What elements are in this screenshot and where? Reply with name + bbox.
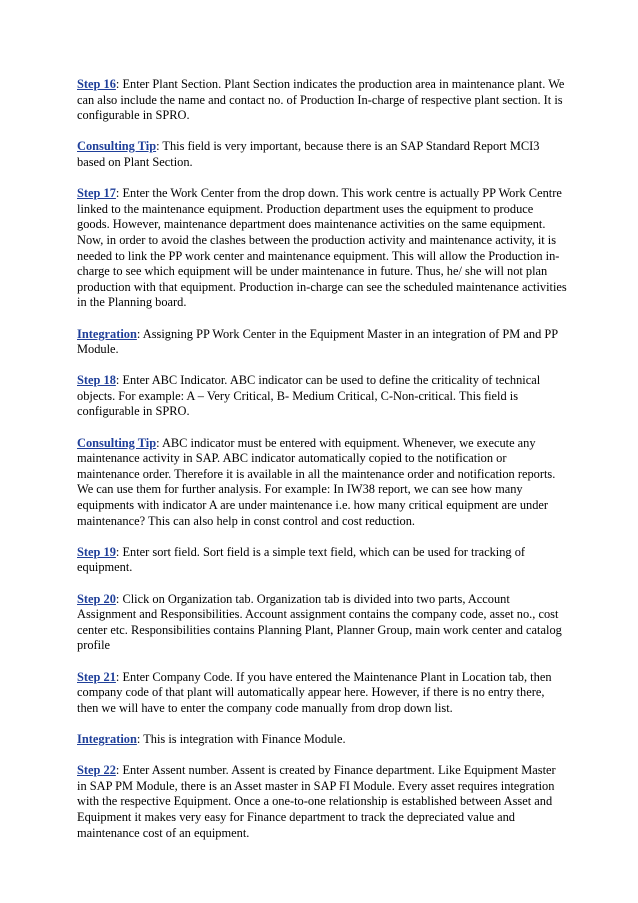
paragraph-step-21: [77, 670, 567, 717]
consulting-tip-1-text: : This field is very important, because there is an SAP Standard Report MCI3 based on Plant Section.: [77, 139, 540, 169]
paragraph-consulting-tip-2: [77, 436, 567, 530]
integration-1-label: Integration: [77, 326, 137, 341]
paragraph-step-20: [77, 592, 567, 654]
step-22-text: : Enter Assent number. Assent is created by Finance department. Like Equipment Master in SAP PM Module, there is an Asset master in SAP FI Module. Every asset requires integration with the respective Equipment. Once a one-to-one relationship is established between Asset and Equipment it makes very easy for Finance department to track the depreciated value and maintenance cost of an equipment.: [77, 763, 556, 840]
step-19-label: Step 19: [77, 544, 116, 559]
integration-2-label: Integration: [77, 731, 137, 746]
paragraph-integration-1: [77, 327, 567, 358]
integration-2-text: : This is integration with Finance Module.: [136, 731, 346, 746]
integration-1-text: : Assigning PP Work Center in the Equipment Master in an integration of PM and PP Module.: [77, 326, 558, 357]
paragraph-step-22: [77, 763, 567, 841]
paragraph-step-18: [77, 373, 567, 420]
step-19-text: : Enter sort field. Sort field is a simple text field, which can be used for tracking of equipment.: [77, 544, 526, 575]
consulting-tip-2-label: Consulting Tip: [77, 435, 157, 450]
step-20-label: Step 20: [77, 591, 116, 606]
step-22-label: Step 22: [77, 763, 116, 778]
step-21-label: Step 21: [77, 669, 116, 684]
document-page: [77, 77, 567, 857]
step-16-text: : Enter Plant Section. Plant Section indicates the production area in maintenance plant. We can also include the name and contact no. of Production In-charge of respective plant section. It is configurable in SPRO.: [77, 77, 565, 123]
step-17-text: : Enter the Work Center from the drop down. This work centre is actually PP Work Centre linked to the maintenance equipment. Production department uses the equipment to produce goods. However, maintenance department does maintenance activities on the same equipment. Now, in order to avoid the clashes between the production activity and maintenance activity, it is needed to link the PP work center and maintenance equipment. This will allow the Production in-charge to see which equipment will be under maintenance in future. Thus, he/ she will not plan production with that equipment. Production in-charge can see the scheduled maintenance activities in the Planning board.: [77, 186, 567, 310]
paragraph-step-19: [77, 545, 567, 576]
step-20-text: : Click on Organization tab. Organization tab is divided into two parts, Account Assignment and Responsibilities. Account assignment contains the company code, asset no., cost center etc. Responsibilities contains Planning Plant, Planner Group, main work center and catalog profile: [77, 591, 562, 653]
step-18-label: Step 18: [77, 373, 116, 388]
paragraph-step-16: [77, 77, 567, 124]
step-18-text: : Enter ABC Indicator. ABC indicator can be used to define the criticality of technical objects. For example: A – Very Critical, B- Medium Critical, C-Non-critical. This field is configurable in SPRO.: [77, 373, 541, 419]
step-21-text: : Enter Company Code. If you have entered the Maintenance Plant in Location tab, then company code of that plant will automatically appear here. However, if there is no entry there, then we will have to enter the company code manually from drop down list.: [77, 669, 552, 715]
consulting-tip-1-label: Consulting Tip: [77, 139, 157, 154]
step-16-label: Step 16: [77, 77, 116, 91]
consulting-tip-2-text: : ABC indicator must be entered with equipment. Whenever, we execute any maintenance activity in SAP. ABC indicator automatically copied to the notification or maintenance order. Therefore it is available in all the maintenance order and notification reports. We can use them for further analysis. For example: In IW38 report, we can see how many equipments with indicator A are under maintenance i.e. how many critical equipment are under maintenance? This can also help in const control and cost reduction.: [77, 435, 556, 528]
step-17-label: Step 17: [77, 186, 116, 201]
paragraph-consulting-tip-1: [77, 139, 567, 170]
paragraph-step-17: [77, 186, 567, 311]
paragraph-integration-2: [77, 732, 567, 748]
